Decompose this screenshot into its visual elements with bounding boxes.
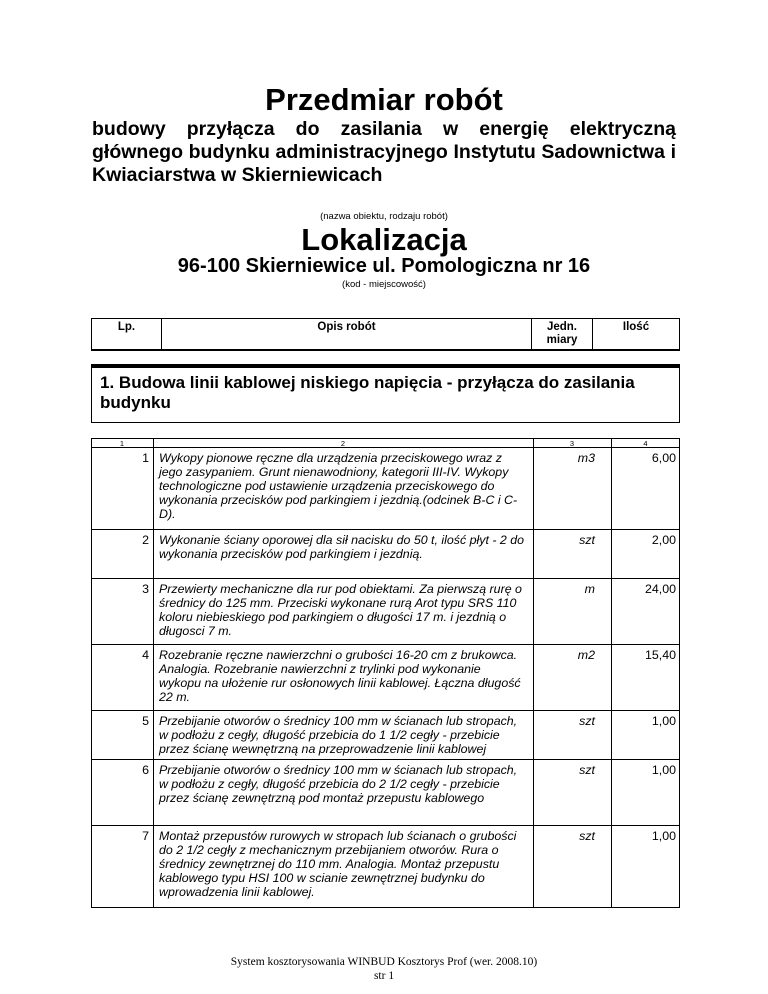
row-qty: 1,00	[651, 763, 676, 777]
row-qty: 24,00	[644, 582, 676, 596]
row-unit: m2	[577, 648, 595, 662]
row-unit: szt	[579, 763, 595, 777]
row-qty: 2,00	[651, 533, 676, 547]
table-row	[91, 760, 680, 826]
row-lp: 4	[142, 648, 149, 662]
row-desc: Przewierty mechaniczne dla rur pod obiektami. Za pierwszą rurę o średnicy do 125 mm. Przeciski wykonane rurą Arot typu SRS 110 koloru niebieskiego pod parkingiem o długości 17 m. i jezdnią o długosci 7 m.	[159, 582, 522, 638]
column-number-3: 3	[533, 438, 611, 448]
row-qty: 6,00	[651, 451, 676, 465]
row-unit: szt	[579, 533, 595, 547]
column-number-4: 4	[611, 438, 680, 448]
grid-line	[153, 438, 154, 908]
items-table	[91, 448, 680, 908]
row-desc: Przebijanie otworów o średnicy 100 mm w ścianach lub stropach, w podłożu z cegły, długość przebicia do 2 1/2 cegły - przebicie przez ścianę zewnętrzną pod montaż przepustu kablowego	[159, 763, 518, 805]
object-caption: (nazwa obiektu, rodzaju robót)	[320, 211, 448, 222]
location-title: Lokalizacja	[301, 222, 467, 257]
row-qty: 15,40	[644, 648, 676, 662]
header-lp: Lp.	[91, 318, 161, 351]
page-title: Przedmiar robót	[265, 82, 503, 117]
column-number-1: 1	[91, 438, 153, 448]
footer-software: System kosztorysowania WINBUD Kosztorys Prof (wer. 2008.10)	[230, 956, 538, 968]
row-unit: szt	[579, 829, 595, 843]
section-title: Budowa linii kablowej niskiego napięcia - przyłącza do zasilania budynku	[100, 373, 635, 412]
table-row	[91, 579, 680, 645]
header-desc: Opis robót	[161, 318, 531, 351]
row-lp: 6	[142, 763, 149, 777]
footer-page-number: str 1	[373, 970, 395, 982]
row-lp: 2	[142, 533, 149, 547]
grid-line	[611, 438, 612, 908]
row-desc: Rozebranie ręczne nawierzchni o grubości 16-20 cm z brukowca. Analogia. Rozebranie nawierzchni z trylinki pod wykonanie wykopu na ułożenie rur osłonowych linii kablowej. Łączna długość 22 m.	[159, 648, 521, 704]
column-number-2: 2	[153, 438, 533, 448]
section-heading	[91, 364, 680, 423]
row-lp: 3	[142, 582, 149, 596]
grid-line	[679, 438, 680, 908]
table-row	[91, 645, 680, 711]
location-caption: (kod - miejscowość)	[342, 279, 426, 290]
section-bar	[92, 365, 679, 368]
table-row	[91, 448, 680, 530]
header-unit: Jedn. miary	[531, 318, 592, 351]
location-address: 96-100 Skierniewice ul. Pomologiczna nr 16	[177, 255, 591, 277]
table-row	[91, 826, 680, 908]
row-desc: Montaż przepustów rurowych w stropach lub ścianach o grubości do 2 1/2 cegły z mechanicznym przebijaniem otworów. Rura o średnicy zewnętrznej do 110 mm. Analogia. Montaż przepustu kablowego typu HSI 100 w scianie zewnętrznej budynku do wprowadzenia linii kablowej.	[159, 829, 517, 899]
grid-line	[91, 438, 92, 908]
row-lp: 1	[142, 451, 149, 465]
row-desc: Wykonanie ściany oporowej dla sił nacisku do 50 t, ilość płyt - 2 do wykonania przecisków pod parkingiem i jezdnią.	[159, 533, 525, 561]
row-unit: szt	[579, 714, 595, 728]
row-lp: 5	[142, 714, 149, 728]
section-number: 1.	[100, 373, 115, 392]
row-unit: m3	[577, 451, 595, 465]
row-desc: Wykopy pionowe ręczne dla urządzenia przeciskowego wraz z jego zasypaniem. Grunt nienawodniony, kategorii III-IV. Wykopy technologiczne pod ustawienie urządzenia przeciskowego do wykonania przecisków pod parkingiem i jezdnią.(odcinek B-C i C-D).	[159, 451, 518, 521]
table-row	[91, 711, 680, 760]
row-unit: m	[584, 582, 595, 596]
row-qty: 1,00	[651, 714, 676, 728]
header-qty: Ilość	[592, 318, 680, 351]
row-qty: 1,00	[651, 829, 676, 843]
object-name: budowy przyłącza do zasilania w energię elektryczną głównego budynku administracyjnego Instytutu Sadownictwa i Kwiaciarstwa w Skierniewicach	[92, 118, 676, 186]
table-row	[91, 530, 680, 579]
row-desc: Przebijanie otworów o średnicy 100 mm w ścianach lub stropach, w podłożu z cegły, długość przebicia do 1 1/2 cegły - przebicie przez ścianę wewnętrzną na przeprowadzenie linii kablowej	[159, 714, 518, 756]
grid-line	[533, 438, 534, 908]
footer	[0, 955, 768, 983]
row-lp: 7	[142, 829, 149, 843]
